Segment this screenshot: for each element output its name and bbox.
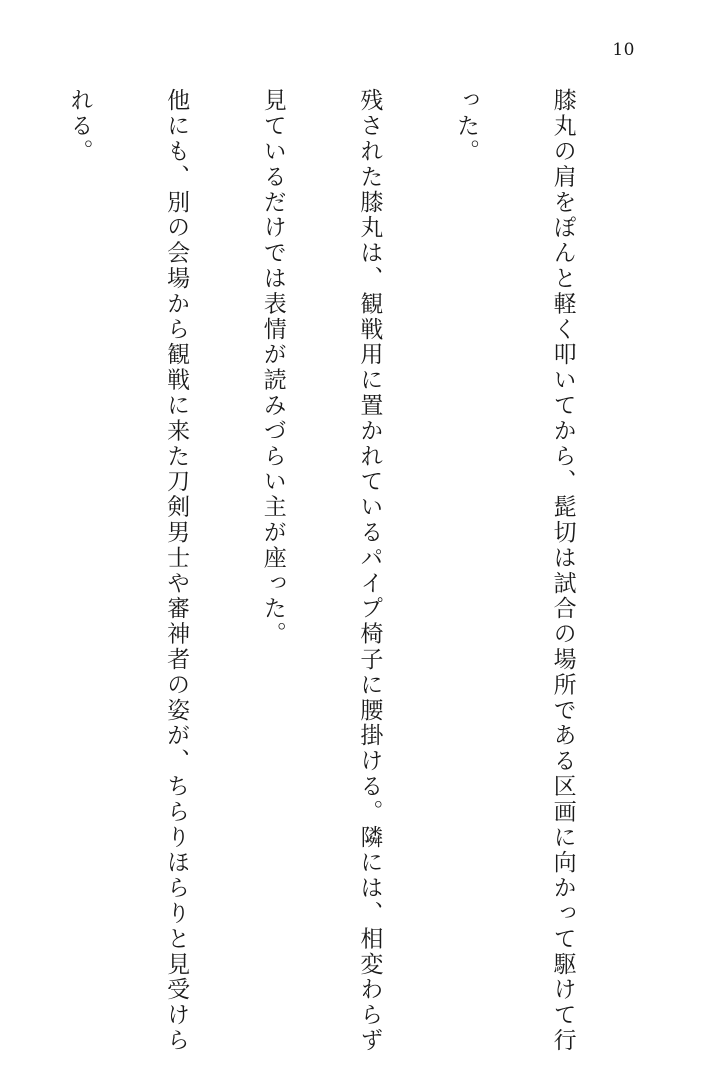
text-line: った。 [452,88,479,165]
page-number: 10 [612,40,635,60]
text-line: れる。 [66,88,93,165]
text-line: 見ているだけでは表情が読みづらい主が座った。 [259,88,286,647]
text-line: 他にも、別の会場から観戦に来た刀剣男士や審神者の姿が、ちらりほらりと見受けら [163,88,190,1054]
text-line: 膝丸の肩をぽんと軽く叩いてから、髭切は試合の場所である区画に向かって駆けて行 [549,88,576,1054]
text-line: 残された膝丸は、観戦用に置かれているパイプ椅子に腰掛ける。隣には、相変わらず [356,88,383,1054]
body-text [0,88,643,1054]
